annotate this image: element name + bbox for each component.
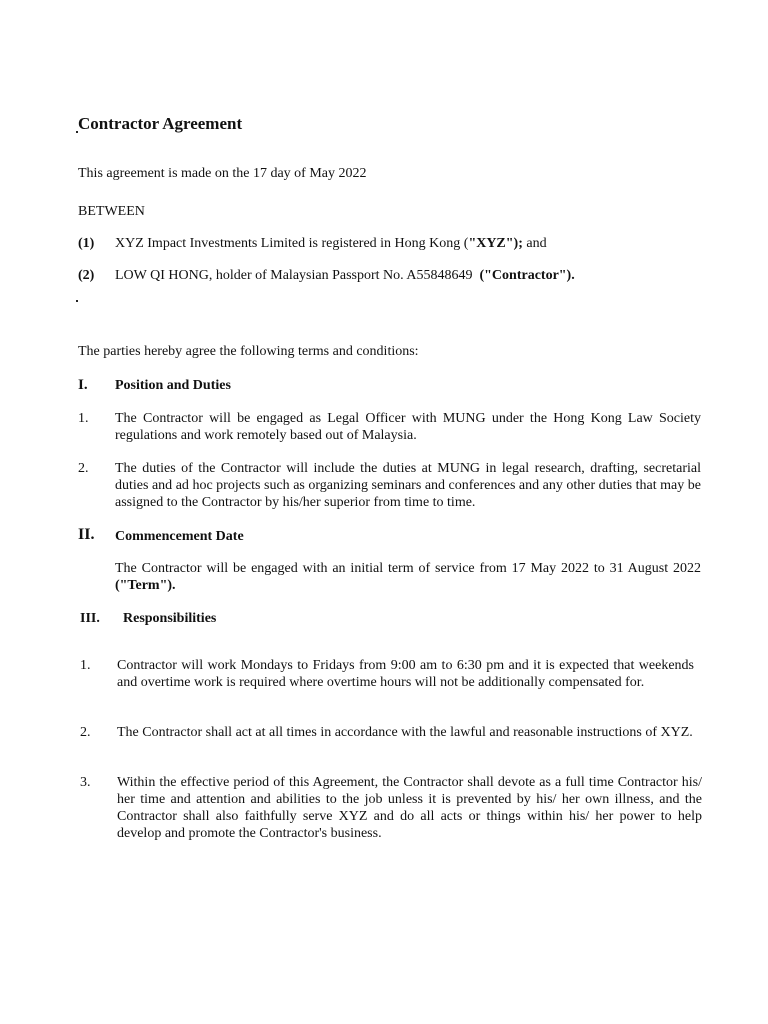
- stray-mark: [76, 300, 78, 302]
- list-item-text: Within the effective period of this Agreement, the Contractor shall devote as a full time Contractor his/ her time and attention and abilities to the job unless it is prevented by his/ her own illness, and the Contractor shall also faithfully serve XYZ and do all acts or things within his/ her power to help develop and promote the Contractor's business.: [117, 775, 702, 841]
- section-number: III.: [80, 611, 100, 626]
- section-number: II.: [78, 526, 95, 543]
- section-paragraph: The Contractor will be engaged with an initial term of service from 17 May 2022 to 31 August 2022 ("Term").: [115, 561, 701, 593]
- list-item-number: 2.: [78, 461, 89, 476]
- section-heading: Position and Duties: [115, 378, 231, 393]
- list-item-number: 3.: [80, 775, 91, 790]
- document-title: Contractor Agreement: [78, 114, 243, 133]
- between-label: BETWEEN: [78, 204, 145, 219]
- list-item-text: The duties of the Contractor will include the duties at MUNG in legal research, drafting, secretarial duties and ad hoc projects such as organizing seminars and conferences and any other duties that may be assigned to the Contractor by his/her superior from time to time.: [115, 461, 701, 510]
- section-heading: Commencement Date: [115, 529, 244, 544]
- section-heading: Responsibilities: [123, 611, 217, 626]
- party-text: XYZ Impact Investments Limited is registered in Hong Kong ("XYZ"); and: [115, 236, 547, 251]
- intro-line: This agreement is made on the 17 day of May 2022: [78, 166, 367, 181]
- party-text: LOW QI HONG, holder of Malaysian Passport No. A55848649 ("Contractor").: [115, 268, 575, 283]
- section-number: I.: [78, 377, 88, 393]
- list-item-text: The Contractor will be engaged as Legal Officer with MUNG under the Hong Kong Law Society regulations and work remotely based out of Malaysia.: [115, 411, 701, 443]
- party-number: (1): [78, 236, 95, 251]
- party-number: (2): [78, 268, 95, 283]
- agreement-intro: The parties hereby agree the following terms and conditions:: [78, 344, 419, 359]
- list-item-text: Contractor will work Mondays to Fridays from 9:00 am to 6:30 pm and it is expected that weekends and overtime work is required where overtime hours will not be additionally compensated for.: [117, 658, 694, 690]
- list-item-number: 2.: [80, 725, 91, 740]
- list-item-text: The Contractor shall act at all times in accordance with the lawful and reasonable instructions of XYZ.: [117, 725, 693, 740]
- list-item-number: 1.: [78, 411, 89, 426]
- list-item-number: 1.: [80, 658, 91, 673]
